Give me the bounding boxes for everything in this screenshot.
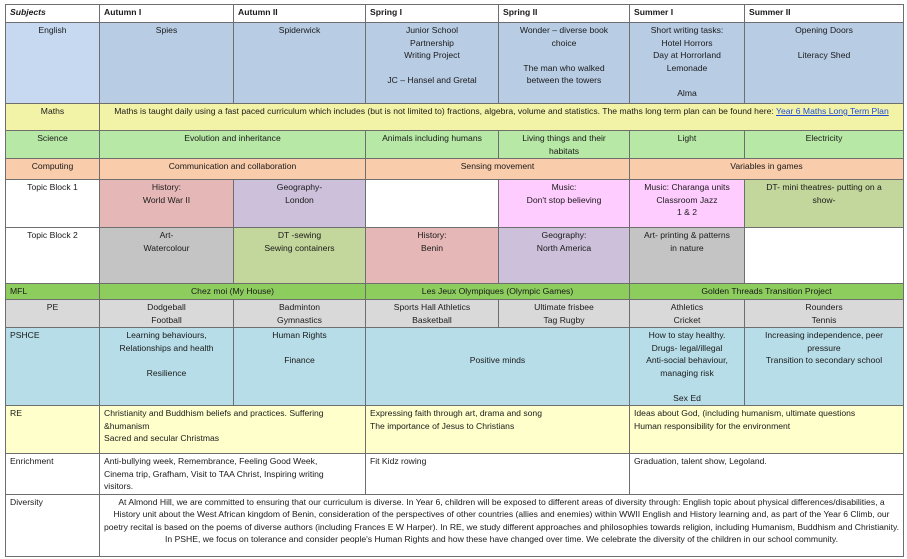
header-summer-1: Summer I <box>630 5 745 23</box>
english-spring-2: Wonder – diverse book choice The man who walked between the towers <box>499 23 630 104</box>
pe-label: PE <box>6 300 100 328</box>
pshce-summer-2: Increasing independence, peer pressure Transition to secondary school <box>745 328 904 406</box>
science-spring-2: Living things and their habitats <box>499 131 630 159</box>
pshce-summer-1: How to stay healthy. Drugs- legal/illegal Anti-social behaviour, managing risk Sex Ed <box>630 328 745 406</box>
pshce-row <box>6 328 904 406</box>
computing-summer: Variables in games <box>630 159 904 180</box>
maths-description <box>100 104 904 131</box>
enrichment-row <box>6 454 904 495</box>
mfl-summer: Golden Threads Transition Project <box>630 284 904 300</box>
computing-autumn: Communication and collaboration <box>100 159 366 180</box>
pshce-autumn-2: Human Rights Finance <box>234 328 366 406</box>
english-autumn-1: Spies <box>100 23 234 104</box>
pe-row <box>6 300 904 328</box>
re-label: RE <box>6 406 100 454</box>
maths-text: Maths is taught daily using a fast paced curriculum which includes (but is not limited to) fractions, algebra, volume and statistics. The maths long term plan can be found here: <box>114 106 776 116</box>
mfl-label: MFL <box>6 284 100 300</box>
re-summer: Ideas about God, (including humanism, ultimate questions Human responsibility for the environment <box>630 406 904 454</box>
topic-2-label: Topic Block 2 <box>6 228 100 284</box>
science-spring-1: Animals including humans <box>366 131 499 159</box>
english-row <box>6 23 904 104</box>
maths-plan-link[interactable]: Year 6 Maths Long Term Plan <box>776 106 889 116</box>
computing-row <box>6 159 904 180</box>
pshce-label: PSHCE <box>6 328 100 406</box>
science-summer-2: Electricity <box>745 131 904 159</box>
pshce-spring: Positive minds <box>366 328 630 406</box>
english-label: English <box>6 23 100 104</box>
topic-2-row <box>6 228 904 284</box>
pe-spring-1: Sports Hall Athletics Basketball <box>366 300 499 328</box>
header-spring-1: Spring I <box>366 5 499 23</box>
enrichment-spring: Fit Kidz rowing <box>366 454 630 495</box>
english-summer-2: Opening Doors Literacy Shed <box>745 23 904 104</box>
science-autumn: Evolution and inheritance <box>100 131 366 159</box>
science-label: Science <box>6 131 100 159</box>
header-row <box>6 5 904 23</box>
enrichment-label: Enrichment <box>6 454 100 495</box>
computing-label: Computing <box>6 159 100 180</box>
pe-summer-2: Rounders Tennis <box>745 300 904 328</box>
header-spring-2: Spring II <box>499 5 630 23</box>
mfl-autumn: Chez moi (My House) <box>100 284 366 300</box>
header-autumn-1: Autumn I <box>100 5 234 23</box>
topic-1-label: Topic Block 1 <box>6 180 100 228</box>
topic-2-summer-1: Art- printing & patterns in nature <box>630 228 745 284</box>
mfl-row <box>6 284 904 300</box>
diversity-row <box>6 494 904 556</box>
re-autumn: Christianity and Buddhism beliefs and practices. Suffering &humanism Sacred and secular Christmas <box>100 406 366 454</box>
topic-1-autumn-1: History: World War II <box>100 180 234 228</box>
header-autumn-2: Autumn II <box>234 5 366 23</box>
header-summer-2: Summer II <box>745 5 904 23</box>
science-row <box>6 131 904 159</box>
diversity-label: Diversity <box>6 494 100 556</box>
pe-autumn-1: Dodgeball Football <box>100 300 234 328</box>
diversity-text: At Almond Hill, we are committed to ensuring that our curriculum is diverse. In Year 6, children will be exposed to different areas of diversity through: English topic about physical differences/disabilities, a History unit about the West African kingdom of Benin, consideration of the perspectives of other countries (allies and enemies) within WWII English and History learning and, as part of the Year 6 Climb, our poetry recital is based on the poems of diverse authors (including Frances E W Harper). In RE, we study different approaches and philosophies towards religion, including Humanism, Buddhism and Christianity. In PSHE, we focus on tolerance and consider people's Human Rights and how these have changed over time. We celebrate the diversity of the children in our school community. <box>100 494 904 556</box>
topic-2-spring-1: History: Benin <box>366 228 499 284</box>
enrichment-autumn: Anti-bullying week, Remembrance, Feeling Good Week, Cinema trip, Grafham, Visit to TAA Christ, Inspiring writing visitors. <box>100 454 366 495</box>
mfl-spring: Les Jeux Olympiques (Olympic Games) <box>366 284 630 300</box>
english-spring-1: Junior School Partnership Writing Project JC – Hansel and Gretal <box>366 23 499 104</box>
science-summer-1: Light <box>630 131 745 159</box>
topic-2-autumn-1: Art- Watercolour <box>100 228 234 284</box>
topic-1-spring-2: Music: Don't stop believing <box>499 180 630 228</box>
topic-2-spring-2: Geography: North America <box>499 228 630 284</box>
maths-row <box>6 104 904 131</box>
re-spring: Expressing faith through art, drama and song The importance of Jesus to Christians <box>366 406 630 454</box>
topic-2-summer-2 <box>745 228 904 284</box>
curriculum-table <box>5 4 904 557</box>
header-subjects: Subjects <box>6 5 100 23</box>
topic-2-autumn-2: DT -sewing Sewing containers <box>234 228 366 284</box>
pe-summer-1: Athletics Cricket <box>630 300 745 328</box>
topic-1-summer-2: DT- mini theatres- putting on a show- <box>745 180 904 228</box>
enrichment-summer: Graduation, talent show, Legoland. <box>630 454 904 495</box>
topic-1-autumn-2: Geography- London <box>234 180 366 228</box>
maths-label: Maths <box>6 104 100 131</box>
pe-autumn-2: Badminton Gymnastics <box>234 300 366 328</box>
computing-spring: Sensing movement <box>366 159 630 180</box>
pshce-autumn-1: Learning behaviours, Relationships and health Resilience <box>100 328 234 406</box>
topic-1-summer-1: Music: Charanga units Classroom Jazz 1 & 2 <box>630 180 745 228</box>
pe-spring-2: Ultimate frisbee Tag Rugby <box>499 300 630 328</box>
english-summer-1: Short writing tasks: Hotel Horrors Day at Horrorland Lemonade Alma <box>630 23 745 104</box>
re-row <box>6 406 904 454</box>
topic-1-row <box>6 180 904 228</box>
english-autumn-2: Spiderwick <box>234 23 366 104</box>
topic-1-spring-1 <box>366 180 499 228</box>
